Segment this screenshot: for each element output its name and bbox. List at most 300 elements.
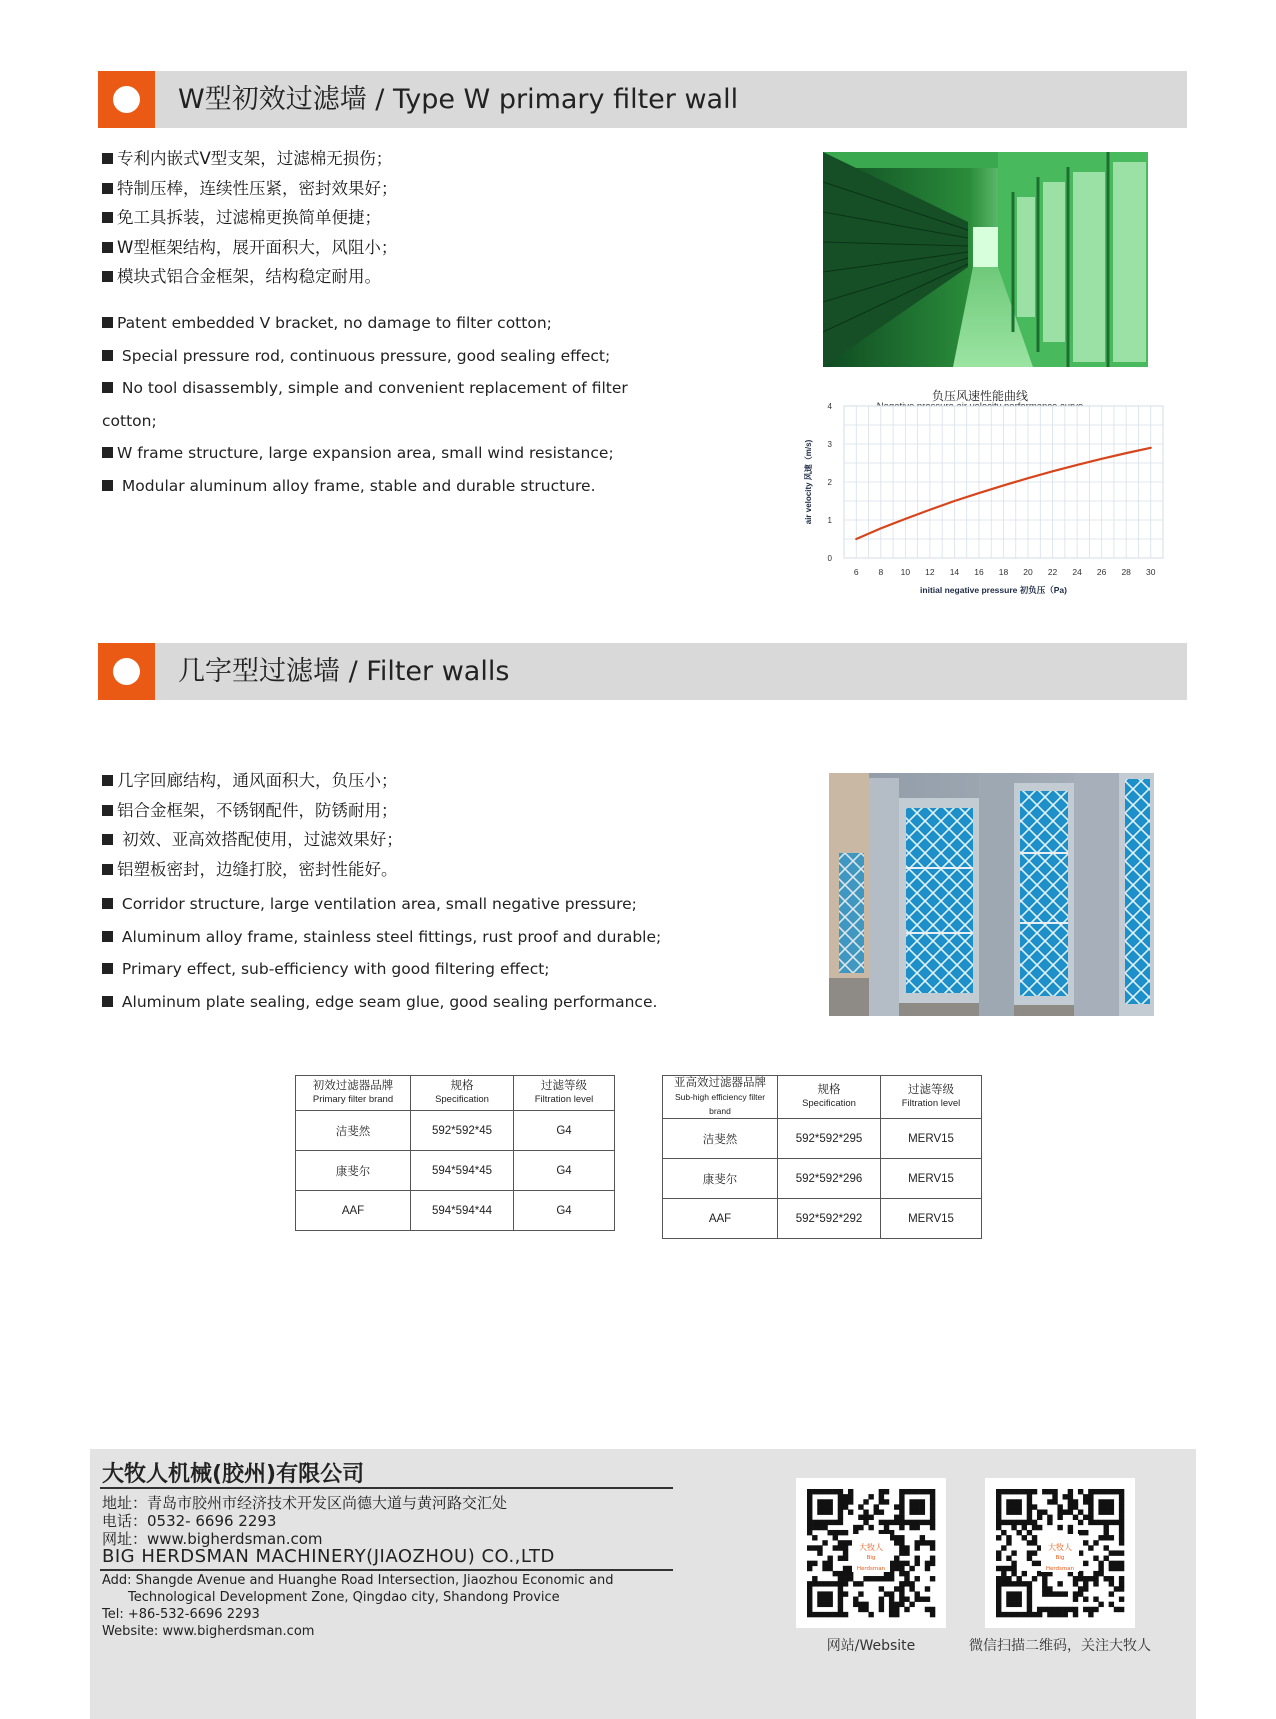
qr-module bbox=[822, 1591, 827, 1596]
qr-module bbox=[1032, 1540, 1037, 1545]
qr-module bbox=[1047, 1489, 1052, 1494]
section1-badge bbox=[98, 71, 155, 128]
qr-module bbox=[874, 1504, 879, 1509]
qr-module bbox=[1022, 1571, 1027, 1576]
qr-module bbox=[884, 1520, 889, 1525]
qr-module bbox=[899, 1540, 904, 1545]
qr-module bbox=[899, 1535, 904, 1540]
qr-module bbox=[1011, 1489, 1016, 1494]
qr-module bbox=[996, 1581, 1001, 1586]
qr-module bbox=[1027, 1586, 1032, 1591]
qr-module bbox=[996, 1525, 1001, 1530]
qr-module bbox=[1104, 1556, 1109, 1561]
qr-module bbox=[1006, 1591, 1011, 1596]
qr-module bbox=[1057, 1504, 1062, 1509]
qr-module bbox=[904, 1561, 909, 1566]
qr-module bbox=[1104, 1576, 1109, 1581]
qr-module bbox=[1032, 1504, 1037, 1509]
qr-module bbox=[884, 1499, 889, 1504]
header-spec: 规格 Specification bbox=[411, 1076, 514, 1111]
qr-module bbox=[899, 1597, 904, 1602]
qr-module bbox=[822, 1540, 827, 1545]
qr-module bbox=[1006, 1540, 1011, 1545]
qr-module bbox=[833, 1545, 838, 1550]
qr-module bbox=[1109, 1566, 1114, 1571]
qr-module bbox=[1119, 1520, 1124, 1525]
table-row: 康斐尔 594*594*45 G4 bbox=[296, 1151, 615, 1191]
qr-module bbox=[838, 1530, 843, 1535]
qr-module bbox=[1109, 1509, 1114, 1514]
qr-module bbox=[1016, 1612, 1021, 1617]
qr-module bbox=[904, 1576, 909, 1581]
list-item: W型框架结构，展开面积大，风阻小； bbox=[102, 233, 398, 263]
qr-caption-website: 网站/Website bbox=[826, 1638, 916, 1654]
qr-module bbox=[817, 1591, 822, 1596]
qr-module bbox=[925, 1586, 930, 1591]
bullet-square-icon bbox=[102, 317, 113, 328]
qr-module bbox=[915, 1540, 920, 1545]
qr-module bbox=[858, 1602, 863, 1607]
qr-module bbox=[894, 1602, 899, 1607]
list-item: Aluminum plate sealing, edge seam glue, good sealing performance. bbox=[102, 986, 742, 1019]
qr-module bbox=[838, 1556, 843, 1561]
qr-module bbox=[1037, 1607, 1042, 1612]
qr-module bbox=[1027, 1612, 1032, 1617]
qr-module bbox=[1098, 1520, 1103, 1525]
qr-module bbox=[807, 1525, 812, 1530]
qr-module bbox=[909, 1566, 914, 1571]
qr-module bbox=[1119, 1550, 1124, 1555]
y-axis-label: air velocity 风速（m/s) bbox=[804, 439, 813, 525]
qr-module bbox=[1027, 1515, 1032, 1520]
qr-module bbox=[1022, 1612, 1027, 1617]
qr-module bbox=[925, 1489, 930, 1494]
qr-module bbox=[1047, 1586, 1052, 1591]
qr-module bbox=[899, 1494, 904, 1499]
qr-module bbox=[1032, 1525, 1037, 1530]
list-item: 免工具拆装，过滤棉更换简单便捷； bbox=[102, 203, 398, 233]
table-row: AAF 594*594*44 G4 bbox=[296, 1191, 615, 1231]
qr-module bbox=[996, 1602, 1001, 1607]
qr-module bbox=[996, 1494, 1001, 1499]
header-spec: 规格 Specification bbox=[778, 1076, 881, 1119]
qr-module bbox=[843, 1545, 848, 1550]
qr-code-wechat bbox=[985, 1478, 1135, 1628]
qr-module bbox=[827, 1612, 832, 1617]
qr-module bbox=[1001, 1489, 1006, 1494]
qr-module bbox=[858, 1515, 863, 1520]
qr-module bbox=[889, 1597, 894, 1602]
qr-module bbox=[1063, 1612, 1068, 1617]
qr-module bbox=[1093, 1576, 1098, 1581]
bullet-square-icon bbox=[102, 350, 113, 361]
qr-module bbox=[884, 1591, 889, 1596]
qr-module bbox=[879, 1602, 884, 1607]
qr-module bbox=[879, 1499, 884, 1504]
qr-module bbox=[1027, 1597, 1032, 1602]
qr-module bbox=[1088, 1494, 1093, 1499]
qr-module bbox=[904, 1581, 909, 1586]
bullet-square-icon bbox=[102, 931, 113, 942]
qr-module bbox=[1011, 1499, 1016, 1504]
bullet-square-icon bbox=[102, 447, 113, 458]
qr-module bbox=[930, 1607, 935, 1612]
header-level: 过滤等级 Filtration level bbox=[514, 1076, 615, 1111]
qr-module bbox=[920, 1535, 925, 1540]
qr-module bbox=[1093, 1571, 1098, 1576]
list-item: 铝塑板密封，边缝打胶，密封性能好。 bbox=[102, 855, 403, 885]
qr-module bbox=[1057, 1525, 1062, 1530]
company-name-cn: 大牧人机械(胶州)有限公司 bbox=[102, 1462, 365, 1487]
qr-module bbox=[863, 1607, 868, 1612]
qr-module bbox=[1073, 1591, 1078, 1596]
qr-module bbox=[909, 1509, 914, 1514]
qr-module bbox=[1027, 1530, 1032, 1535]
qr-module bbox=[1073, 1576, 1078, 1581]
qr-module bbox=[807, 1561, 812, 1566]
qr-module bbox=[930, 1489, 935, 1494]
qr-module bbox=[915, 1545, 920, 1550]
qr-module bbox=[1027, 1550, 1032, 1555]
qr-module bbox=[863, 1499, 868, 1504]
qr-module bbox=[1016, 1576, 1021, 1581]
address-cn: 地址：青岛市胶州市经济技术开发区尚德大道与黄河路交汇处 bbox=[102, 1494, 508, 1512]
list-item: 特制压棒，连续性压紧，密封效果好； bbox=[102, 174, 398, 204]
qr-module bbox=[1104, 1520, 1109, 1525]
qr-module bbox=[1109, 1499, 1114, 1504]
qr-module bbox=[848, 1489, 853, 1494]
qr-module bbox=[1073, 1612, 1078, 1617]
qr-module bbox=[899, 1509, 904, 1514]
qr-module bbox=[812, 1525, 817, 1530]
table-header-row bbox=[663, 1076, 982, 1119]
qr-module bbox=[1001, 1566, 1006, 1571]
qr-module bbox=[1088, 1504, 1093, 1509]
qr-module bbox=[1032, 1489, 1037, 1494]
qr-module bbox=[1119, 1540, 1124, 1545]
section2-title: 几字型过滤墙 / Filter walls bbox=[178, 656, 510, 687]
qr-module bbox=[925, 1566, 930, 1571]
qr-module bbox=[1093, 1489, 1098, 1494]
y-tick-label: 3 bbox=[827, 440, 832, 449]
qr-module bbox=[848, 1576, 853, 1581]
list-item: 铝合金框架，不锈钢配件，防锈耐用； bbox=[102, 796, 403, 826]
qr-module bbox=[909, 1581, 914, 1586]
bullet-square-icon bbox=[102, 242, 113, 253]
x-axis-label: initial negative pressure 初负压（Pa) bbox=[920, 585, 1067, 595]
qr-module bbox=[853, 1597, 858, 1602]
qr-module bbox=[1006, 1499, 1011, 1504]
qr-module bbox=[868, 1525, 873, 1530]
qr-module bbox=[915, 1525, 920, 1530]
qr-module bbox=[996, 1556, 1001, 1561]
qr-module bbox=[868, 1515, 873, 1520]
list-item: Primary effect, sub-efficiency with good filtering effect; bbox=[102, 953, 742, 986]
qr-module bbox=[930, 1499, 935, 1504]
chart-title: 负压风速性能曲线 bbox=[931, 389, 1028, 403]
qr-module bbox=[1098, 1561, 1103, 1566]
qr-module bbox=[1042, 1591, 1047, 1596]
qr-module bbox=[1109, 1550, 1114, 1555]
qr-module bbox=[833, 1489, 838, 1494]
qr-module bbox=[1083, 1576, 1088, 1581]
qr-module bbox=[884, 1489, 889, 1494]
qr-module bbox=[996, 1515, 1001, 1520]
qr-module bbox=[822, 1504, 827, 1509]
qr-module bbox=[1098, 1566, 1103, 1571]
qr-module bbox=[996, 1499, 1001, 1504]
qr-module bbox=[930, 1525, 935, 1530]
qr-module bbox=[996, 1566, 1001, 1571]
qr-module bbox=[843, 1581, 848, 1586]
qr-module bbox=[807, 1494, 812, 1499]
qr-module bbox=[1063, 1509, 1068, 1514]
bullet-square-icon bbox=[102, 775, 113, 786]
address-en-line1: Add: Shangde Avenue and Huanghe Road Intersection, Jiaozhou Economic and bbox=[102, 1573, 614, 1588]
qr-module bbox=[1011, 1550, 1016, 1555]
qr-module bbox=[822, 1499, 827, 1504]
qr-module bbox=[915, 1591, 920, 1596]
qr-module bbox=[1027, 1607, 1032, 1612]
qr-module bbox=[1047, 1499, 1052, 1504]
qr-module bbox=[1119, 1586, 1124, 1591]
tel-en: Tel: +86-532-6696 2293 bbox=[102, 1607, 260, 1622]
qr-module bbox=[843, 1499, 848, 1504]
qr-module bbox=[858, 1525, 863, 1530]
qr-module bbox=[1093, 1556, 1098, 1561]
qr-module bbox=[904, 1520, 909, 1525]
qr-module bbox=[1052, 1591, 1057, 1596]
qr-module bbox=[1016, 1520, 1021, 1525]
qr-module bbox=[822, 1597, 827, 1602]
list-item: No tool disassembly, simple and convenient replacement of filter cotton; bbox=[102, 379, 628, 430]
qr-module bbox=[1073, 1504, 1078, 1509]
qr-module bbox=[827, 1561, 832, 1566]
qr-module bbox=[807, 1504, 812, 1509]
qr-module bbox=[1016, 1591, 1021, 1596]
qr-module bbox=[1063, 1591, 1068, 1596]
qr-module bbox=[817, 1550, 822, 1555]
qr-module bbox=[822, 1525, 827, 1530]
qr-module bbox=[817, 1602, 822, 1607]
qr-module bbox=[1078, 1586, 1083, 1591]
qr-module bbox=[894, 1504, 899, 1509]
qr-module bbox=[1083, 1515, 1088, 1520]
qr-module bbox=[807, 1591, 812, 1596]
qr-module bbox=[1119, 1597, 1124, 1602]
x-tick-label: 24 bbox=[1072, 567, 1082, 577]
qr-module bbox=[822, 1602, 827, 1607]
qr-module bbox=[1011, 1520, 1016, 1525]
qr-module bbox=[1042, 1489, 1047, 1494]
qr-module bbox=[894, 1612, 899, 1617]
qr-module bbox=[1098, 1499, 1103, 1504]
qr-module bbox=[879, 1494, 884, 1499]
qr-module bbox=[899, 1525, 904, 1530]
qr-module bbox=[1006, 1576, 1011, 1581]
x-tick-label: 10 bbox=[900, 567, 911, 577]
qr-module bbox=[1083, 1597, 1088, 1602]
qr-module bbox=[930, 1509, 935, 1514]
qr-module bbox=[1006, 1602, 1011, 1607]
qr-module bbox=[1119, 1509, 1124, 1514]
qr-module bbox=[879, 1509, 884, 1514]
qr-module bbox=[1016, 1499, 1021, 1504]
qr-module bbox=[1006, 1581, 1011, 1586]
qr-module bbox=[894, 1515, 899, 1520]
qr-module bbox=[920, 1499, 925, 1504]
qr-module bbox=[1088, 1515, 1093, 1520]
qr-module bbox=[1088, 1509, 1093, 1514]
qr-module bbox=[1037, 1515, 1042, 1520]
qr-module bbox=[1098, 1535, 1103, 1540]
qr-module bbox=[899, 1550, 904, 1555]
address-en-line2: Technological Development Zone, Qingdao city, Shandong Provice bbox=[128, 1590, 560, 1605]
qr-module bbox=[1119, 1504, 1124, 1509]
qr-module bbox=[1109, 1561, 1114, 1566]
qr-module bbox=[1073, 1515, 1078, 1520]
qr-module bbox=[838, 1540, 843, 1545]
qr-module bbox=[868, 1494, 873, 1499]
qr-module bbox=[822, 1520, 827, 1525]
qr-module bbox=[1032, 1550, 1037, 1555]
qr-module bbox=[1109, 1581, 1114, 1586]
qr-module bbox=[909, 1489, 914, 1494]
qr-module bbox=[1047, 1607, 1052, 1612]
footer bbox=[90, 1449, 1196, 1719]
qr-module bbox=[996, 1591, 1001, 1596]
qr-module bbox=[1109, 1602, 1114, 1607]
company-name-en: BIG HERDSMAN MACHINERY(JIAOZHOU) CO.,LTD bbox=[102, 1546, 555, 1567]
qr-module bbox=[838, 1504, 843, 1509]
header-brand: 亚高效过滤器品牌 Sub-high efficiency filter brand bbox=[663, 1076, 778, 1119]
qr-module bbox=[925, 1520, 930, 1525]
qr-module bbox=[1083, 1530, 1088, 1535]
qr-module bbox=[863, 1602, 868, 1607]
qr-module bbox=[1016, 1530, 1021, 1535]
qr-module bbox=[1027, 1520, 1032, 1525]
list-item: Aluminum alloy frame, stainless steel fittings, rust proof and durable; bbox=[102, 921, 742, 954]
qr-module bbox=[853, 1602, 858, 1607]
bullet-square-icon bbox=[102, 898, 113, 909]
qr-module bbox=[889, 1607, 894, 1612]
qr-module bbox=[843, 1494, 848, 1499]
qr-module bbox=[1011, 1509, 1016, 1514]
qr-module bbox=[1068, 1494, 1073, 1499]
qr-module bbox=[858, 1591, 863, 1596]
qr-module bbox=[904, 1597, 909, 1602]
qr-module bbox=[843, 1571, 848, 1576]
qr-module bbox=[1006, 1535, 1011, 1540]
qr-module bbox=[827, 1509, 832, 1514]
bullet-square-icon bbox=[102, 271, 113, 282]
qr-module bbox=[1068, 1489, 1073, 1494]
header-brand: 初效过滤器品牌 Primary filter brand bbox=[296, 1076, 411, 1111]
qr-module bbox=[930, 1520, 935, 1525]
qr-module bbox=[848, 1499, 853, 1504]
qr-module bbox=[1098, 1602, 1103, 1607]
qr-module bbox=[920, 1597, 925, 1602]
qr-module bbox=[807, 1602, 812, 1607]
qr-module bbox=[833, 1530, 838, 1535]
qr-module bbox=[1047, 1520, 1052, 1525]
qr-module bbox=[1088, 1612, 1093, 1617]
qr-module bbox=[838, 1571, 843, 1576]
qr-module bbox=[889, 1576, 894, 1581]
qr-module bbox=[812, 1545, 817, 1550]
website-cn: 网址：www.bigherdsman.com bbox=[102, 1530, 323, 1548]
qr-module bbox=[843, 1591, 848, 1596]
list-item: 模块式铝合金框架，结构稳定耐用。 bbox=[102, 262, 398, 292]
qr-module bbox=[853, 1525, 858, 1530]
section2-header bbox=[98, 643, 1187, 700]
qr-module bbox=[1119, 1581, 1124, 1586]
qr-module bbox=[838, 1509, 843, 1514]
qr-module bbox=[807, 1586, 812, 1591]
qr-module bbox=[838, 1597, 843, 1602]
qr-module bbox=[1119, 1515, 1124, 1520]
qr-module bbox=[1088, 1520, 1093, 1525]
qr-module bbox=[807, 1581, 812, 1586]
qr-module bbox=[833, 1581, 838, 1586]
x-tick-label: 26 bbox=[1096, 567, 1107, 577]
qr-module bbox=[1119, 1489, 1124, 1494]
qr-module bbox=[899, 1581, 904, 1586]
list-item: Patent embedded V bracket, no damage to filter cotton; bbox=[102, 307, 642, 340]
qr-module bbox=[1068, 1607, 1073, 1612]
qr-module bbox=[807, 1597, 812, 1602]
qr-module bbox=[817, 1499, 822, 1504]
qr-module bbox=[863, 1509, 868, 1514]
qr-module bbox=[920, 1509, 925, 1514]
qr-module bbox=[915, 1556, 920, 1561]
qr-module bbox=[894, 1586, 899, 1591]
qr-module bbox=[838, 1581, 843, 1586]
qr-module bbox=[822, 1509, 827, 1514]
qr-module bbox=[909, 1504, 914, 1509]
qr-code-website bbox=[796, 1478, 946, 1628]
qr-module bbox=[838, 1545, 843, 1550]
qr-module bbox=[874, 1509, 879, 1514]
divider bbox=[100, 1487, 673, 1489]
list-item: 专利内嵌式V型支架，过滤棉无损伤； bbox=[102, 144, 398, 174]
qr-module bbox=[915, 1520, 920, 1525]
qr-module bbox=[1088, 1607, 1093, 1612]
qr-module bbox=[996, 1576, 1001, 1581]
qr-module bbox=[889, 1602, 894, 1607]
qr-module bbox=[1093, 1597, 1098, 1602]
qr-module bbox=[879, 1576, 884, 1581]
qr-module bbox=[1027, 1581, 1032, 1586]
qr-module bbox=[1027, 1504, 1032, 1509]
qr-module bbox=[817, 1520, 822, 1525]
list-item: 几字回廊结构，通风面积大，负压小； bbox=[102, 766, 403, 796]
qr-module bbox=[1114, 1586, 1119, 1591]
qr-module bbox=[1093, 1520, 1098, 1525]
x-tick-label: 30 bbox=[1145, 567, 1156, 577]
qr-module bbox=[833, 1571, 838, 1576]
qr-module bbox=[920, 1540, 925, 1545]
qr-module bbox=[1001, 1612, 1006, 1617]
qr-module bbox=[812, 1489, 817, 1494]
qr-module bbox=[894, 1607, 899, 1612]
qr-module bbox=[1042, 1509, 1047, 1514]
qr-module bbox=[899, 1504, 904, 1509]
qr-module bbox=[1057, 1612, 1062, 1617]
qr-module bbox=[817, 1509, 822, 1514]
qr-module bbox=[1011, 1571, 1016, 1576]
qr-module bbox=[827, 1581, 832, 1586]
